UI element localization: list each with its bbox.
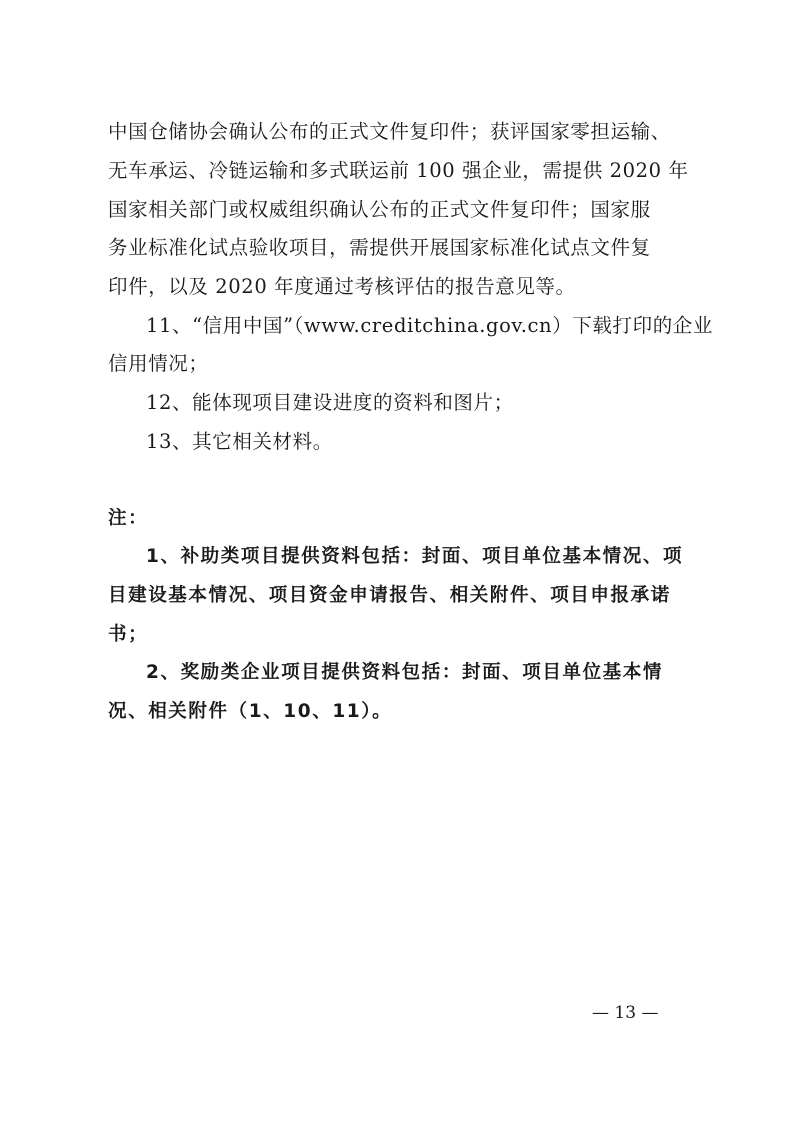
page-number: — 13 —: [592, 1003, 659, 1023]
note-1-continued: 书；: [108, 624, 149, 645]
notes-heading: 注：: [108, 508, 149, 529]
list-item-13: 13、其它相关材料。: [146, 430, 333, 453]
note-2: 2、奖励类企业项目提供资料包括：封面、项目单位基本情: [146, 662, 663, 683]
note-1-continued: 目建设基本情况、项目资金申请报告、相关附件、项目申报承诺: [108, 585, 671, 606]
body-line: 无车承运、冷链运输和多式联运前 100 强企业，需提供 2020 年: [108, 159, 689, 182]
list-item-12: 12、能体现项目建设进度的资料和图片；: [146, 391, 514, 414]
list-item-11-continued: 信用情况；: [108, 352, 209, 375]
body-line: 务业标准化试点验收项目，需提供开展国家标准化试点文件复: [108, 236, 651, 259]
list-item-11: 11、“信用中国”（www.creditchina.gov.cn）下载打印的企业: [146, 314, 714, 337]
note-1: 1、补助类项目提供资料包括：封面、项目单位基本情况、项: [146, 546, 684, 567]
body-line: 国家相关部门或权威组织确认公布的正式文件复印件；国家服: [108, 198, 651, 221]
body-line: 印件，以及 2020 年度通过考核评估的报告意见等。: [108, 275, 576, 298]
body-line: 中国仓储协会确认公布的正式文件复印件；获评国家零担运输、: [108, 120, 671, 143]
note-2-continued: 况、相关附件（1、10、11）。: [108, 701, 393, 722]
